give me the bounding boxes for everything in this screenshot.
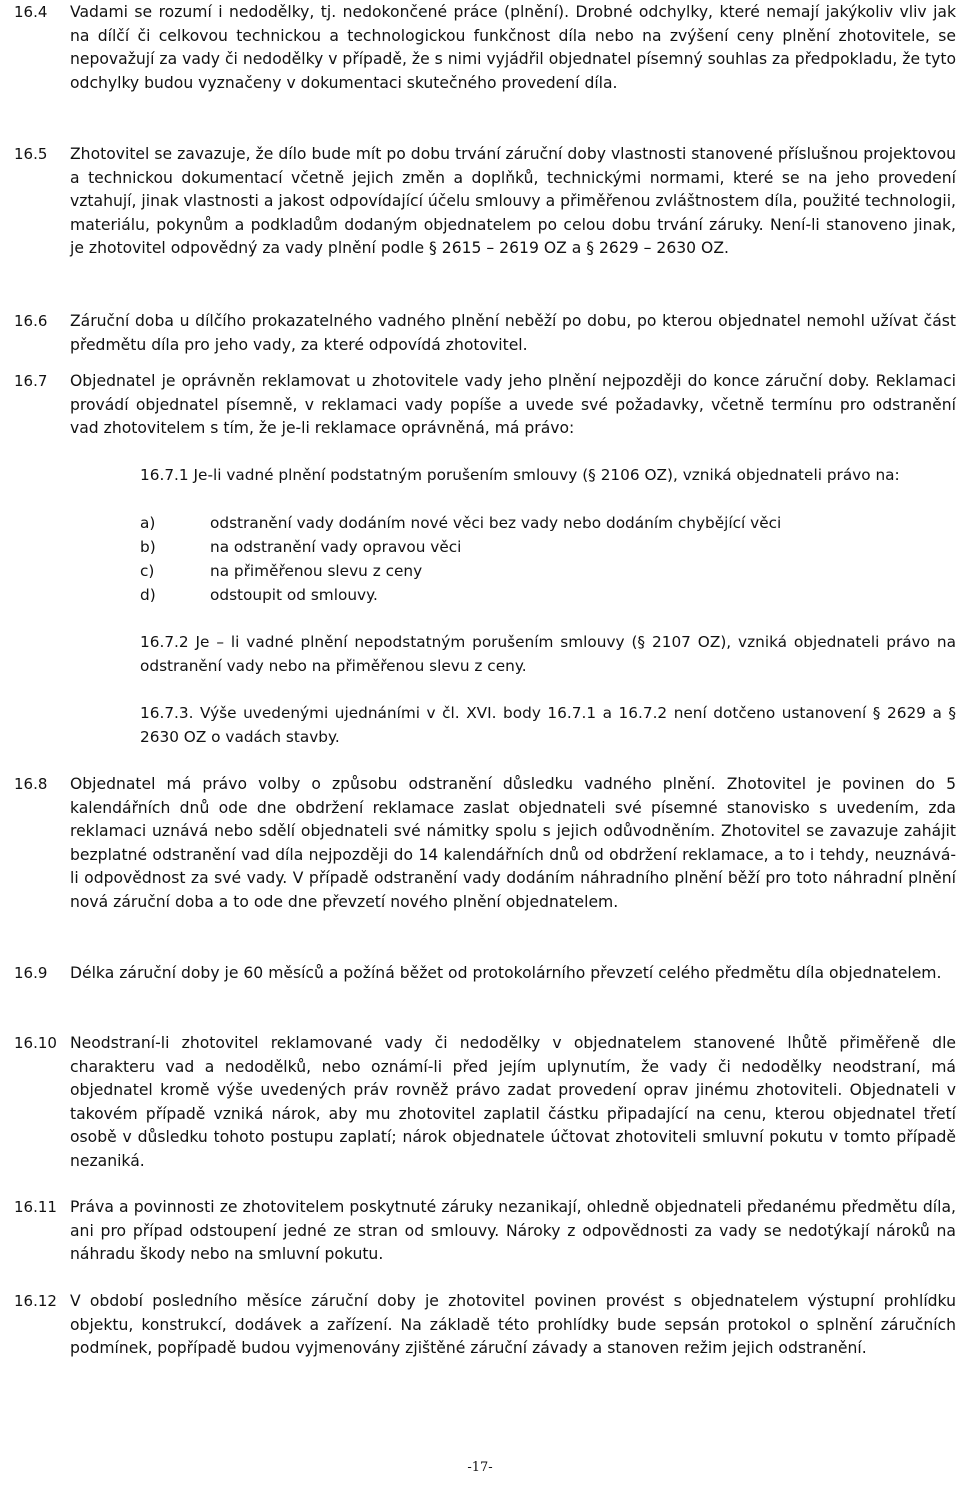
clause-number: 16.8: [14, 775, 48, 793]
clause-number: 16.11: [14, 1198, 57, 1216]
subclause-16-7-2: 16.7.2 Je – li vadné plnění nepodstatným porušením smlouvy (§ 2107 OZ), vzniká objednateli právo na odstranění vady nebo na přiměřenou slevu z ceny.: [140, 633, 956, 675]
clause-text: Objednatel je oprávněn reklamovat u zhotovitele vady jeho plnění nejpozději do konce záruční doby. Reklamaci provádí objednatel písemně, v reklamaci vady popíše a uvede své požadavky, včetně termínu pro odstranění vad zhotovitelem s tím, že je-li reklamace oprávněná, má právo:: [70, 372, 956, 438]
clause-number: 16.9: [14, 964, 48, 982]
page-number: -17-: [467, 1460, 493, 1475]
clause-text: Neodstraní-li zhotovitel reklamované vady či nedodělky v objednatelem stanovené lhůtě přiměřeně dle charakteru vad a nedodělků, nebo oznámí-li před jejím uplynutím, že vady či nedodělky neodstraní, má objednatel kromě výše uvedených práv rovněž právo zadat provedení oprav jinému zhotoviteli. Objednateli v takovém případě vzniká nárok, aby mu zhotovitel zaplatil částku připadající na cenu, kterou objednatel třetí osobě v důsledku tohoto postupu zaplatí; nárok objednatele účtovat zhotoviteli smluvní pokutu v tomto případě nezaniká.: [70, 1034, 956, 1170]
item-letter: c): [140, 562, 155, 580]
clause-text: Vadami se rozumí i nedodělky, tj. nedokončené práce (plnění). Drobné odchylky, které nemají jakýkoliv vliv jak na dílčí či celkovou technickou a technologickou funkčnost díla nebo na zvýšení ceny plnění zhotovitele, se nepovažují za vady či nedodělky v případě, že s nimi vyjádřil objednatel písemný souhlas za předpokladu, že tyto odchylky budou vyznačeny v dokumentaci skutečného provedení díla.: [70, 3, 956, 92]
item-letter: d): [140, 586, 156, 604]
item-text: na odstranění vady opravou věci: [210, 538, 462, 556]
clause-number: 16.12: [14, 1292, 57, 1310]
subclause-16-7-3: 16.7.3. Výše uvedenými ujednáními v čl. XVI. body 16.7.1 a 16.7.2 není dotčeno ustanovení § 2629 a § 2630 OZ o vadách stavby.: [140, 704, 956, 746]
clause-text: Délka záruční doby je 60 měsíců a požíná běžet od protokolárního převzetí celého předmětu díla objednatelem.: [70, 964, 942, 982]
item-text: na přiměřenou slevu z ceny: [210, 562, 423, 580]
clause-number: 16.6: [14, 312, 48, 330]
clause-number: 16.10: [14, 1034, 57, 1052]
clause-text: Zhotovitel se zavazuje, že dílo bude mít po dobu trvání záruční doby vlastnosti stanovené příslušnou projektovou a technickou dokumentací včetně jejich změn a doplňků, technickými normami, které se na jeho provedení vztahují, jinak vlastnosti a jakost odpovídající účelu smlouvy a přiměřenou zvláštnostem díla, použité technologii, materiálu, pokynům a podkladům dodaným objednatelem po celou dobu trvání záruky. Není-li stanoveno jinak, je zhotovitel odpovědný za vady plnění podle § 2615 – 2619 OZ a § 2629 – 2630 OZ.: [70, 145, 956, 258]
clause-text: V období posledního měsíce záruční doby je zhotovitel povinen provést s objednatelem výstupní prohlídku objektu, konstrukcí, dodávek a zařízení. Na základě této prohlídky bude sepsán protokol o splnění záručních podmínek, popřípadě budou vyjmenovány zjištěné záruční závady a stanoven režim jejich odstranění.: [70, 1292, 956, 1358]
clause-text: Objednatel má právo volby o způsobu odstranění důsledku vadného plnění. Zhotovitel je povinen do 5 kalendářních dnů ode dne obdržení reklamace zaslat objednateli své písemné stanovisko s uvedením, zda reklamaci uznává nebo sdělí objednateli své námitky spolu s jejich odůvodněním. Zhotovitel se zavazuje zahájit bezplatné odstranění vad díla nejpozději do 14 kalendářních dnů od obdržení reklamace, a to i tehdy, neuznává-li odpovědnost za své vady. V případě odstranění vady dodáním náhradního plnění běží pro toto náhradní plnění nová záruční doba a to ode dne převzetí nového plnění objednatelem.: [70, 775, 956, 911]
clause-number: 16.7: [14, 372, 48, 390]
clause-text: Záruční doba u dílčího prokazatelného vadného plnění neběží po dobu, po kterou objednatel nemohl užívat část předmětu díla pro jeho vady, za které odpovídá zhotovitel.: [70, 312, 956, 354]
clause-text: Práva a povinnosti ze zhotovitelem poskytnuté záruky nezanikají, ohledně objednateli předanému předmětu díla, ani pro případ odstoupení jedné ze stran od smlouvy. Nároky z odpovědnosti za vady se nedotýkají nároků na náhradu škody nebo na smluvní pokutu.: [70, 1198, 956, 1264]
subclause-16-7-1: 16.7.1 Je-li vadné plnění podstatným porušením smlouvy (§ 2106 OZ), vzniká objednateli právo na:: [140, 466, 900, 484]
item-text: odstoupit od smlouvy.: [210, 586, 378, 604]
clause-number: 16.4: [14, 3, 48, 21]
item-text: odstranění vady dodáním nové věci bez vady nebo dodáním chybějící věci: [210, 514, 782, 532]
item-letter: a): [140, 514, 156, 532]
clause-number: 16.5: [14, 145, 48, 163]
item-letter: b): [140, 538, 156, 556]
